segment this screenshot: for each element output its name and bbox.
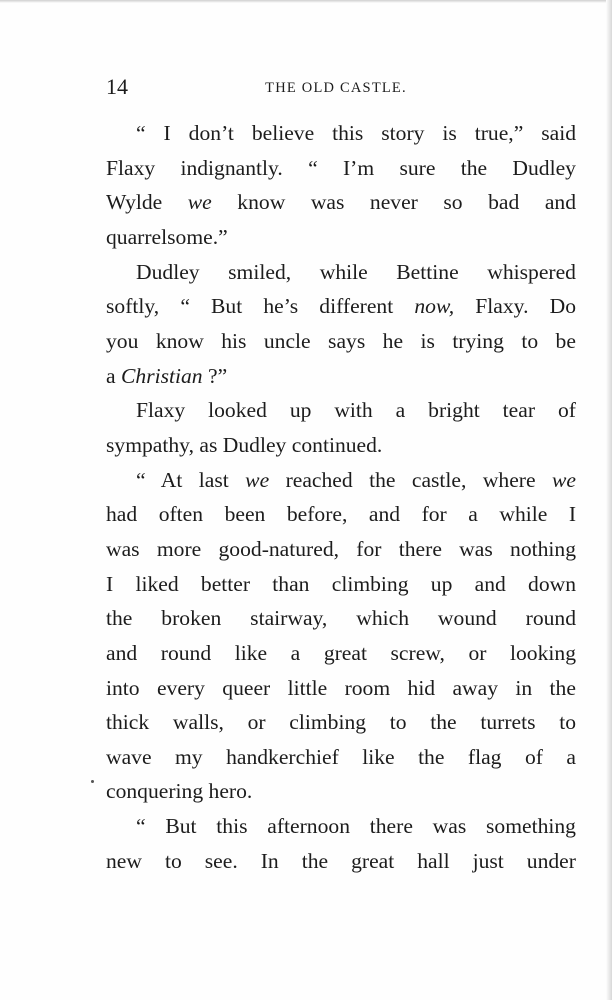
page-top-edge	[0, 0, 612, 3]
text-line: you know his uncle says he is trying to be	[106, 328, 576, 353]
text-line: a Christian ?”	[106, 363, 228, 388]
text-line: “ But this afternoon there was something	[136, 814, 576, 839]
text-line: was more good-natured, for there was nothing	[106, 536, 577, 561]
body-text	[106, 116, 576, 878]
text-line: and round like a great screw, or looking	[106, 640, 576, 665]
text-line: new to see. In the great hall just under	[106, 848, 576, 873]
text-line: “ I don’t believe this story is true,” said	[136, 121, 577, 145]
text-line: quarrelsome.”	[106, 224, 228, 249]
text-line: Dudley smiled, while Bettine whispered	[136, 259, 576, 284]
running-title: THE OLD CASTLE.	[265, 80, 407, 96]
page-header	[106, 72, 576, 102]
text-line: into every queer little room hid away in the	[106, 675, 576, 700]
ink-speck	[91, 780, 94, 783]
text-line: I liked better than climbing up and down	[106, 571, 577, 596]
text-line: “ At last we reached the castle, where we	[136, 467, 576, 492]
text-line: Flaxy looked up with a bright tear of	[136, 398, 576, 423]
text-line: conquering hero.	[106, 779, 253, 804]
text-line: had often been before, and for a while I	[106, 502, 577, 527]
text-line: wave my handkerchief like the flag of a	[106, 744, 576, 769]
text-line: Flaxy indignantly. “ I’m sure the Dudley	[106, 155, 576, 180]
text-line: the broken stairway, which wound round	[106, 606, 577, 631]
text-line: sympathy, as Dudley continued.	[106, 432, 383, 457]
text-line: thick walls, or climbing to the turrets to	[106, 710, 577, 735]
page-right-edge	[606, 0, 612, 1000]
page-number: 14	[106, 74, 128, 99]
text-line: softly, “ But he’s different now, Flaxy. Do	[106, 294, 576, 319]
text-line: Wylde we know was never so bad and	[106, 190, 577, 215]
